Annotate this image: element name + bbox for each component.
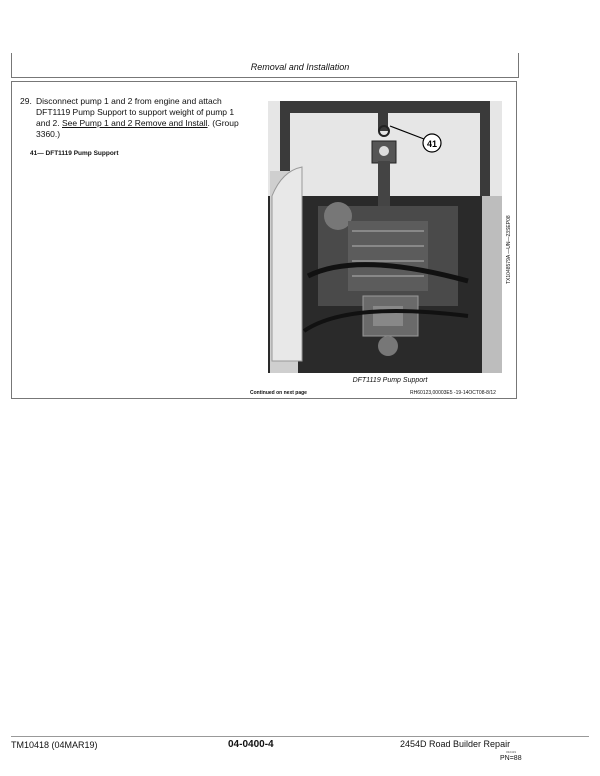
footer-rule [11,736,589,737]
step-number: 29. [20,96,32,106]
section-title: Removal and Installation [250,62,350,72]
page-code: 04-0400-4 [228,739,274,750]
step-line-3 [36,118,268,129]
callout-legend: 41— DFT1119 Pump Support [30,150,119,157]
footer-small-code: 032419 [506,750,517,754]
step-line-4: 3360.) [36,129,61,139]
manual-id: TM10418 (04MAR19) [11,740,98,750]
step-line-3-post: . (Group [207,118,239,128]
page-number: PN=88 [500,755,522,762]
figure-caption: DFT1119 Pump Support [352,377,428,384]
callout-number: 41 [426,139,438,149]
document-reference: RH60123,00003E5 -19-14OCT08-8/12 [410,390,496,396]
continued-note: Continued on next page [250,390,307,396]
pump-support-illustration [268,101,502,373]
step-line-2: DFT1119 Pump Support to support weight of pump 1 [36,107,235,117]
photo-id: TX1048579A —UN—23SEP08 [506,215,512,284]
step-line-3-pre: and 2. [36,118,62,128]
step-line-1: Disconnect pump 1 and 2 from engine and attach [36,96,222,106]
cross-reference-link[interactable]: See Pump 1 and 2 Remove and Install [62,118,208,128]
manual-title: 2454D Road Builder Repair [400,739,511,749]
step-text [36,96,268,140]
figure-photo [268,101,502,373]
